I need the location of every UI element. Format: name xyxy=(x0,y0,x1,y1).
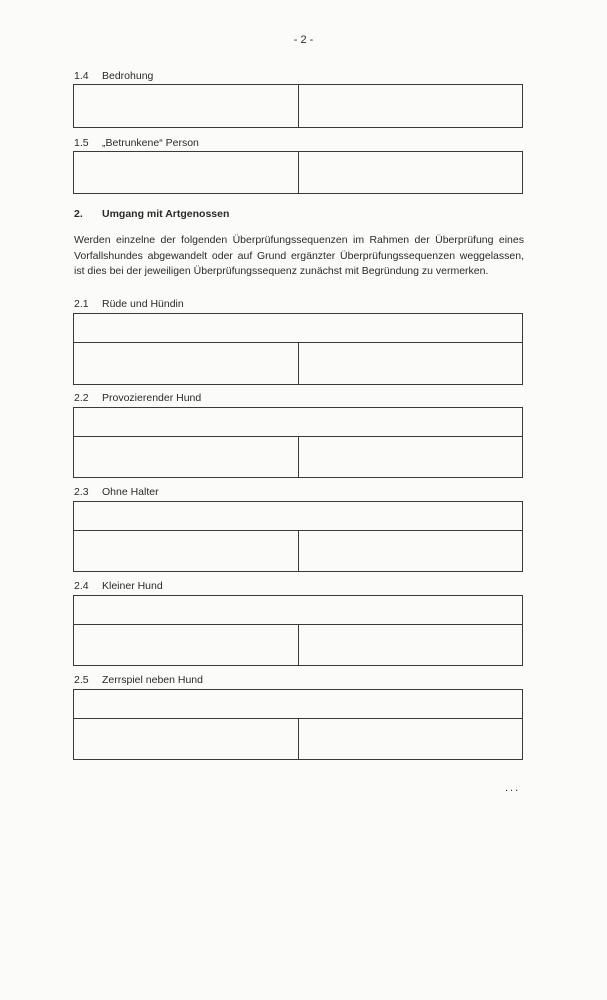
item-label-2-3 xyxy=(74,486,159,498)
form-field-left[interactable] xyxy=(74,437,298,477)
section-heading-2 xyxy=(74,208,229,220)
form-box-2-4 xyxy=(73,595,523,666)
item-label-1-5 xyxy=(74,137,199,149)
form-field-right[interactable] xyxy=(299,625,522,665)
item-label-2-4 xyxy=(74,580,163,592)
form-field-right[interactable] xyxy=(299,719,522,759)
form-field-top[interactable] xyxy=(74,408,522,436)
item-title: Rüde und Hündin xyxy=(102,298,184,310)
section-intro-paragraph: Werden einzelne der folgenden Überprüfungssequenzen im Rahmen der Überprüfung eines Vorfallshundes abgewandelt oder auf Grund ergänzter Überprüfungssequenzen weggelassen, ist dies bei der jeweiligen Überprüfungssequenz zunächst mit Begründung zu vermerken. xyxy=(74,234,524,277)
item-label-1-4 xyxy=(74,70,153,82)
form-box-2-1 xyxy=(73,313,523,385)
form-field-left[interactable] xyxy=(74,719,298,759)
section-number: 2. xyxy=(74,208,83,220)
item-number: 1.5 xyxy=(74,137,89,149)
item-title: Provozierender Hund xyxy=(102,392,202,404)
item-label-2-1 xyxy=(74,298,184,310)
form-box-2-5 xyxy=(73,689,523,760)
item-number: 2.1 xyxy=(74,298,89,310)
form-field-right[interactable] xyxy=(299,437,522,477)
form-field-left[interactable] xyxy=(74,625,298,665)
form-field-top[interactable] xyxy=(74,690,522,718)
section-title: Umgang mit Artgenossen xyxy=(102,208,230,220)
item-number: 2.3 xyxy=(74,486,89,498)
form-box-2-2 xyxy=(73,407,523,478)
item-title: Bedrohung xyxy=(102,70,154,82)
item-title: Kleiner Hund xyxy=(102,580,163,592)
item-title: Ohne Halter xyxy=(102,486,159,498)
form-field-right[interactable] xyxy=(299,343,522,384)
continuation-marker: ... xyxy=(505,782,521,794)
form-field-right[interactable] xyxy=(299,152,522,193)
item-label-2-5 xyxy=(74,674,203,686)
form-box-1-4 xyxy=(73,84,523,128)
form-field-top[interactable] xyxy=(74,596,522,624)
form-field-left[interactable] xyxy=(74,152,298,193)
item-number: 2.5 xyxy=(74,674,89,686)
form-field-right[interactable] xyxy=(299,531,522,571)
item-label-2-2 xyxy=(74,392,201,404)
item-number: 1.4 xyxy=(74,70,89,82)
form-field-top[interactable] xyxy=(74,502,522,530)
item-number: 2.4 xyxy=(74,580,89,592)
page-number: - 2 - xyxy=(293,34,314,46)
form-box-1-5 xyxy=(73,151,523,194)
item-title: Zerrspiel neben Hund xyxy=(102,674,203,686)
form-field-left[interactable] xyxy=(74,85,298,127)
form-field-left[interactable] xyxy=(74,343,298,384)
form-field-left[interactable] xyxy=(74,531,298,571)
form-field-top[interactable] xyxy=(74,314,522,342)
item-number: 2.2 xyxy=(74,392,89,404)
item-title: „Betrunkene“ Person xyxy=(102,137,199,149)
form-field-right[interactable] xyxy=(299,85,522,127)
form-box-2-3 xyxy=(73,501,523,572)
